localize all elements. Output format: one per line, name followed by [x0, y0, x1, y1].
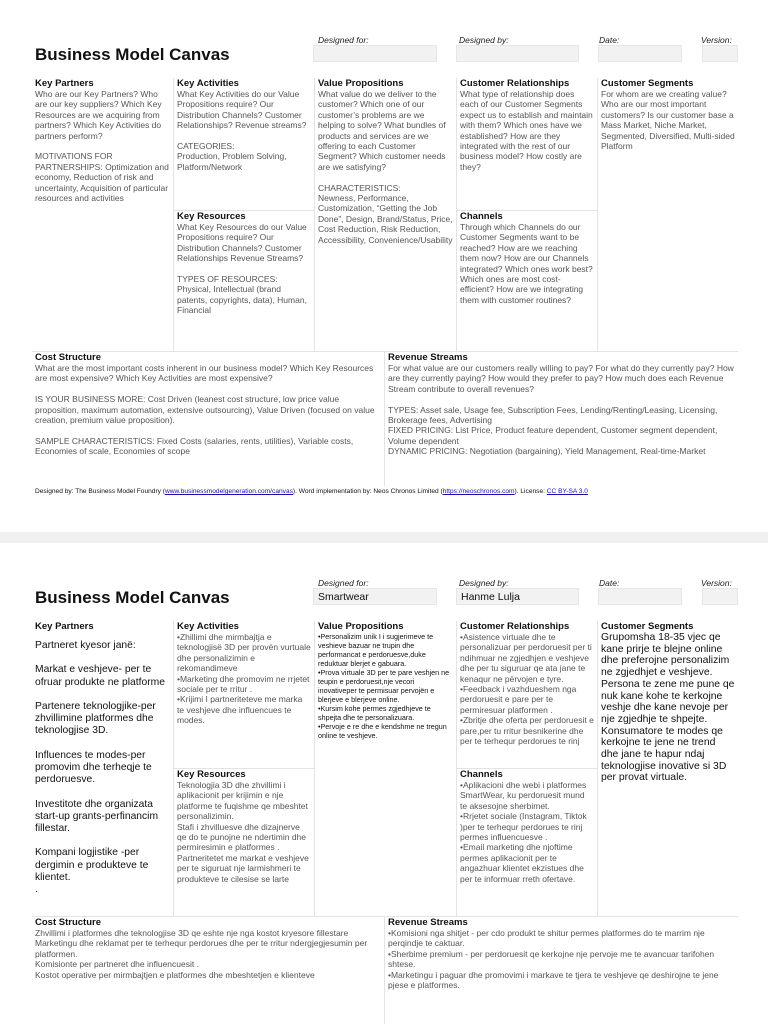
key-partners-title: Key Partners [35, 621, 94, 632]
key-resources-block [174, 211, 315, 352]
key-partners-block [32, 621, 174, 917]
footer-middle: ). Word implementation by: Neos Chronos Limited ( [292, 488, 443, 495]
cost-structure-title: Cost Structure [35, 352, 101, 363]
key-activities-title: Key Activities [177, 78, 239, 89]
revenue-streams-text: For what value are our customers really willing to pay? For what do they currently pay? How are they currently paying? How would they prefer to pay? How much does each Revenue Stream contribute to overall revenues? TYPES: Asset sale, Usage fee, Subscription Fees, Lending/Renting/Leasing, Licensing, Brokerage fees, Advertising FIXED PRICING: List Price, Product feature dependent, Customer segment dependent, Volume dependent DYNAMIC PRICING: Negotiation (bargaining), Yield Management, Real-time-Market [388, 363, 734, 457]
footer-link-neoschronos[interactable]: https://neoschronos.com [442, 488, 515, 495]
designed-by-label: Designed by: [459, 35, 509, 45]
version-label: Version: [701, 578, 732, 588]
key-resources-title: Key Resources [177, 769, 246, 780]
channels-block [457, 769, 598, 917]
page-title: Business Model Canvas [35, 45, 230, 64]
key-activities-text: What Key Activities do our Value Propositions require? Our Distribution Channels? Customer Relationships? Revenue streams? CATEGORIES: Production, Problem Solving, Platform/Network [177, 89, 307, 172]
value-propositions-title: Value Propositions [318, 621, 404, 632]
key-partners-text: Partneret kyesor janë: Markat e veshjeve- per te ofruar produkte ne platforme Partenere teknologjike-per zhvillimine platformes dhe teknologjise 3D. Influences te modes-per promovim dhe terheqje te perdoruesve. Investitote dhe organizata start-up grants-perfinancim fillestar. Kompani logjistike -per dergimin e produkteve te klientet. . [35, 640, 165, 896]
designed-by-field[interactable]: Hanme Lulja [456, 588, 579, 605]
customer-relationships-text: •Asistence virtuale dhe te personalizuar per perdoruesit per ti ndihmuar ne zgjedhjen e veshjeve dhe per tu siguruar qe ata jane te kenaqur ne përvojen e tyre. •Feedback i vazhdueshem nga perdoruesit e pare per te permiresuar platformen . •Zbritje dhe oferta per perdoruesit e pare,per tu rritur besnikerine dhe per te terhequr perdorues te rinj [460, 632, 594, 747]
customer-relationships-block [457, 78, 598, 211]
channels-title: Channels [460, 211, 503, 222]
cost-structure-title: Cost Structure [35, 917, 101, 928]
channels-text: Through which Channels do our Customer Segments want to be reached? How are we reaching them now? How are our Channels integrated? Which ones work best? Which ones are most cost-efficient? How are we integrating them with customer routines? [460, 222, 593, 305]
key-resources-text: What Key Resources do our Value Propositions require? Our Distribution Channels? Customer Relationships Revenue Streams? TYPES OF RESOURCES: Physical, Intellectual (brand patents, copyrights, data), Human, Financial [177, 222, 307, 316]
value-propositions-title: Value Propositions [318, 78, 404, 89]
customer-segments-block [598, 621, 738, 917]
designed-for-field[interactable] [313, 45, 437, 62]
footer-credits [35, 488, 588, 495]
key-activities-text: •Zhillimi dhe mirmbajtja e teknologjisë 3D per provën vurtuale dhe personalizimin e rekomandimeve •Marketing dhe promovim ne rrjetet sociale per te rritur . •Krijimi I partneriteteve me marka te veshjeve dhe influencues te modes. [177, 632, 311, 726]
footer-prefix: Designed by: The Business Model Foundry ( [35, 488, 165, 495]
date-label: Date: [599, 35, 620, 45]
date-label: Date: [599, 578, 620, 588]
key-resources-text: Teknologjia 3D dhe zhvillimi i aplikacionit per krijimin e nje platforme te fuqishme qe mbeshtet personalizimin. Stafi i zhvilluesve dhe dizajnerve qe do te punojne ne ndertimin dhe permiresimin e platformes . Partneritetet me markat e veshjeve per te siguruat nje larmishmeri te produkteve te cilesise se larte [177, 780, 309, 884]
key-activities-block [174, 78, 315, 211]
channels-text: •Aplikacioni dhe webi i platformes SmartWear, ku perdoruesit mund te aksesojne sherbimet. •Rrjetet sociale (Instagram, Tiktok )per te terhequr perdorues te rinj permes influencuesve . •Email marketing dhe njoftime permes aplikacionit per te angazhuar klientet ekzistues dhe per te informuar rreth ofertave. [460, 780, 587, 884]
customer-segments-text: For whom are we creating value? Who are our most important customers? Is our customer base a Mass Market, Niche Market, Segmented, Diversified, Multi-sided Platform [601, 89, 735, 152]
key-partners-title: Key Partners [35, 78, 94, 89]
revenue-streams-title: Revenue Streams [388, 917, 468, 928]
designed-for-field[interactable]: Smartwear [313, 588, 437, 605]
revenue-streams-title: Revenue Streams [388, 352, 468, 363]
version-field[interactable] [702, 588, 738, 605]
version-label: Version: [701, 35, 732, 45]
customer-relationships-block [457, 621, 598, 769]
customer-relationships-title: Customer Relationships [460, 78, 570, 89]
key-resources-title: Key Resources [177, 211, 246, 222]
footer-license-prefix: ). License: [514, 488, 547, 495]
key-resources-block [174, 769, 315, 917]
key-activities-title: Key Activities [177, 621, 239, 632]
customer-relationships-text: What type of relationship does each of our Customer Segments expect us to establish and maintain with them? Which ones have we established? How are they integrated with the rest of our business model? How costly are they? [460, 89, 593, 172]
channels-block [457, 211, 598, 352]
date-field[interactable] [598, 45, 682, 62]
customer-relationships-title: Customer Relationships [460, 621, 570, 632]
key-activities-block [174, 621, 315, 769]
designed-for-label: Designed for: [318, 578, 369, 588]
customer-segments-title: Customer Segments [601, 621, 694, 632]
version-field[interactable] [702, 45, 738, 62]
canvas-filled-page [0, 543, 768, 1024]
value-propositions-text: What value do we deliver to the customer? Which one of our customer’s problems are we helping to solve? What bundles of products and services are we offering to each Customer Segment? Which customer needs are we satisfying? CHARACTERISTICS: Newness, Performance, Customization, “Getting the Job Done”, Design, Brand/Status, Price, Cost Reduction, Risk Reduction, Accessibility, Convenience/Usability [318, 89, 453, 245]
key-partners-text: Who are our Key Partners? Who are our key suppliers? Which Key Resources are we acquiring from partners? Which Key Activities do partners perform? MOTIVATIONS FOR PARTNERSHIPS: Optimization and economy, Reduction of risk and uncertainty, Acquisition of particular resources and activities [35, 89, 169, 204]
value-propositions-text: •Personalizim unik I i sugjerimeve te veshieve bazuar ne trupin dhe performancat e perdoruesve,duke reduktuar blerjet e gabuara. •Prova virtuale 3D per te pare veshjen ne teupin e perdoruesit,nje vecori inovativeper te permisuar pervojën e blerjeve e blerjeve online. •Kursim kohe permes zgjedhjeve te shpejta dhe te personalizuara. •Pervoje e re dhe e kendshme ne tregun online te veshjeve. [318, 632, 450, 740]
cost-structure-text: What are the most important costs inherent in our business model? Which Key Resources are most expensive? Which Key Activities are most expensive? IS YOUR BUSINESS MORE: Cost Driven (leanest cost structure, low price value proposition, maximum automation, extensive outsourcing), Value Driven (focused on value creation, premium value proposition). SAMPLE CHARACTERISTICS: Fixed Costs (salaries, rents, utilities), Variable costs, Economies of scale, Economies of scope [35, 363, 375, 457]
cost-structure-block [32, 917, 385, 1024]
designed-by-field[interactable] [456, 45, 579, 62]
cost-structure-block [32, 352, 385, 486]
customer-segments-block [598, 78, 738, 352]
revenue-streams-text: •Komisioni nga shitjet - per cdo produkt te shitur permes platformes do te marrim nje perqindje te caktuar. •Sherbime premium - per perdoruesit qe kerkojne nje pervoje me te avancuar tarifohen shtese. •Marketingu i paguar dhe promovimi i markave te tjera te veshjeve qe deshirojne te jene pjese e platformes. [388, 928, 719, 991]
date-field[interactable] [598, 588, 682, 605]
designed-by-label: Designed by: [459, 578, 509, 588]
canvas-grid [32, 78, 738, 486]
value-propositions-block [315, 621, 457, 917]
canvas-grid [32, 621, 738, 1024]
channels-title: Channels [460, 769, 503, 780]
customer-segments-title: Customer Segments [601, 78, 694, 89]
revenue-streams-block [385, 917, 738, 1024]
designed-for-label: Designed for: [318, 35, 369, 45]
customer-segments-text: Grupomsha 18-35 vjec qe kane prirje te blejne online dhe preferojne personalizim ne zgjedhjet e veshjeve. Persona te zene me pune qe nuk kane kohe te kerkojne veshje dhe kane nevoje per nje zgjedhje te shpejte. Konsumatore te modes qe kerkojne te jene ne trend dhe jane te hapur ndaj teknologjise inovative si 3D per provat virtuale. [601, 632, 735, 784]
revenue-streams-block [385, 352, 738, 486]
page-title: Business Model Canvas [35, 588, 230, 607]
key-partners-block [32, 78, 174, 352]
footer-link-license[interactable]: CC BY-SA 3.0 [546, 488, 588, 495]
footer-link-canvas[interactable]: www.businessmodelgeneration.com/canvas [165, 488, 293, 495]
cost-structure-text: Zhvillimi i platformes dhe teknologjise 3D qe eshte nje nga kostot kryesore fillestare Marketingu dhe reklamat per te terhequr perdorues dhe per te rritur ndergjegjesumin per platformen. Komisionte per partneret dhe influencuesit . Kostot operative per mirmbajtjen e platformes dhe mbeshtetjen e klienteve [35, 928, 368, 980]
value-propositions-block [315, 78, 457, 352]
